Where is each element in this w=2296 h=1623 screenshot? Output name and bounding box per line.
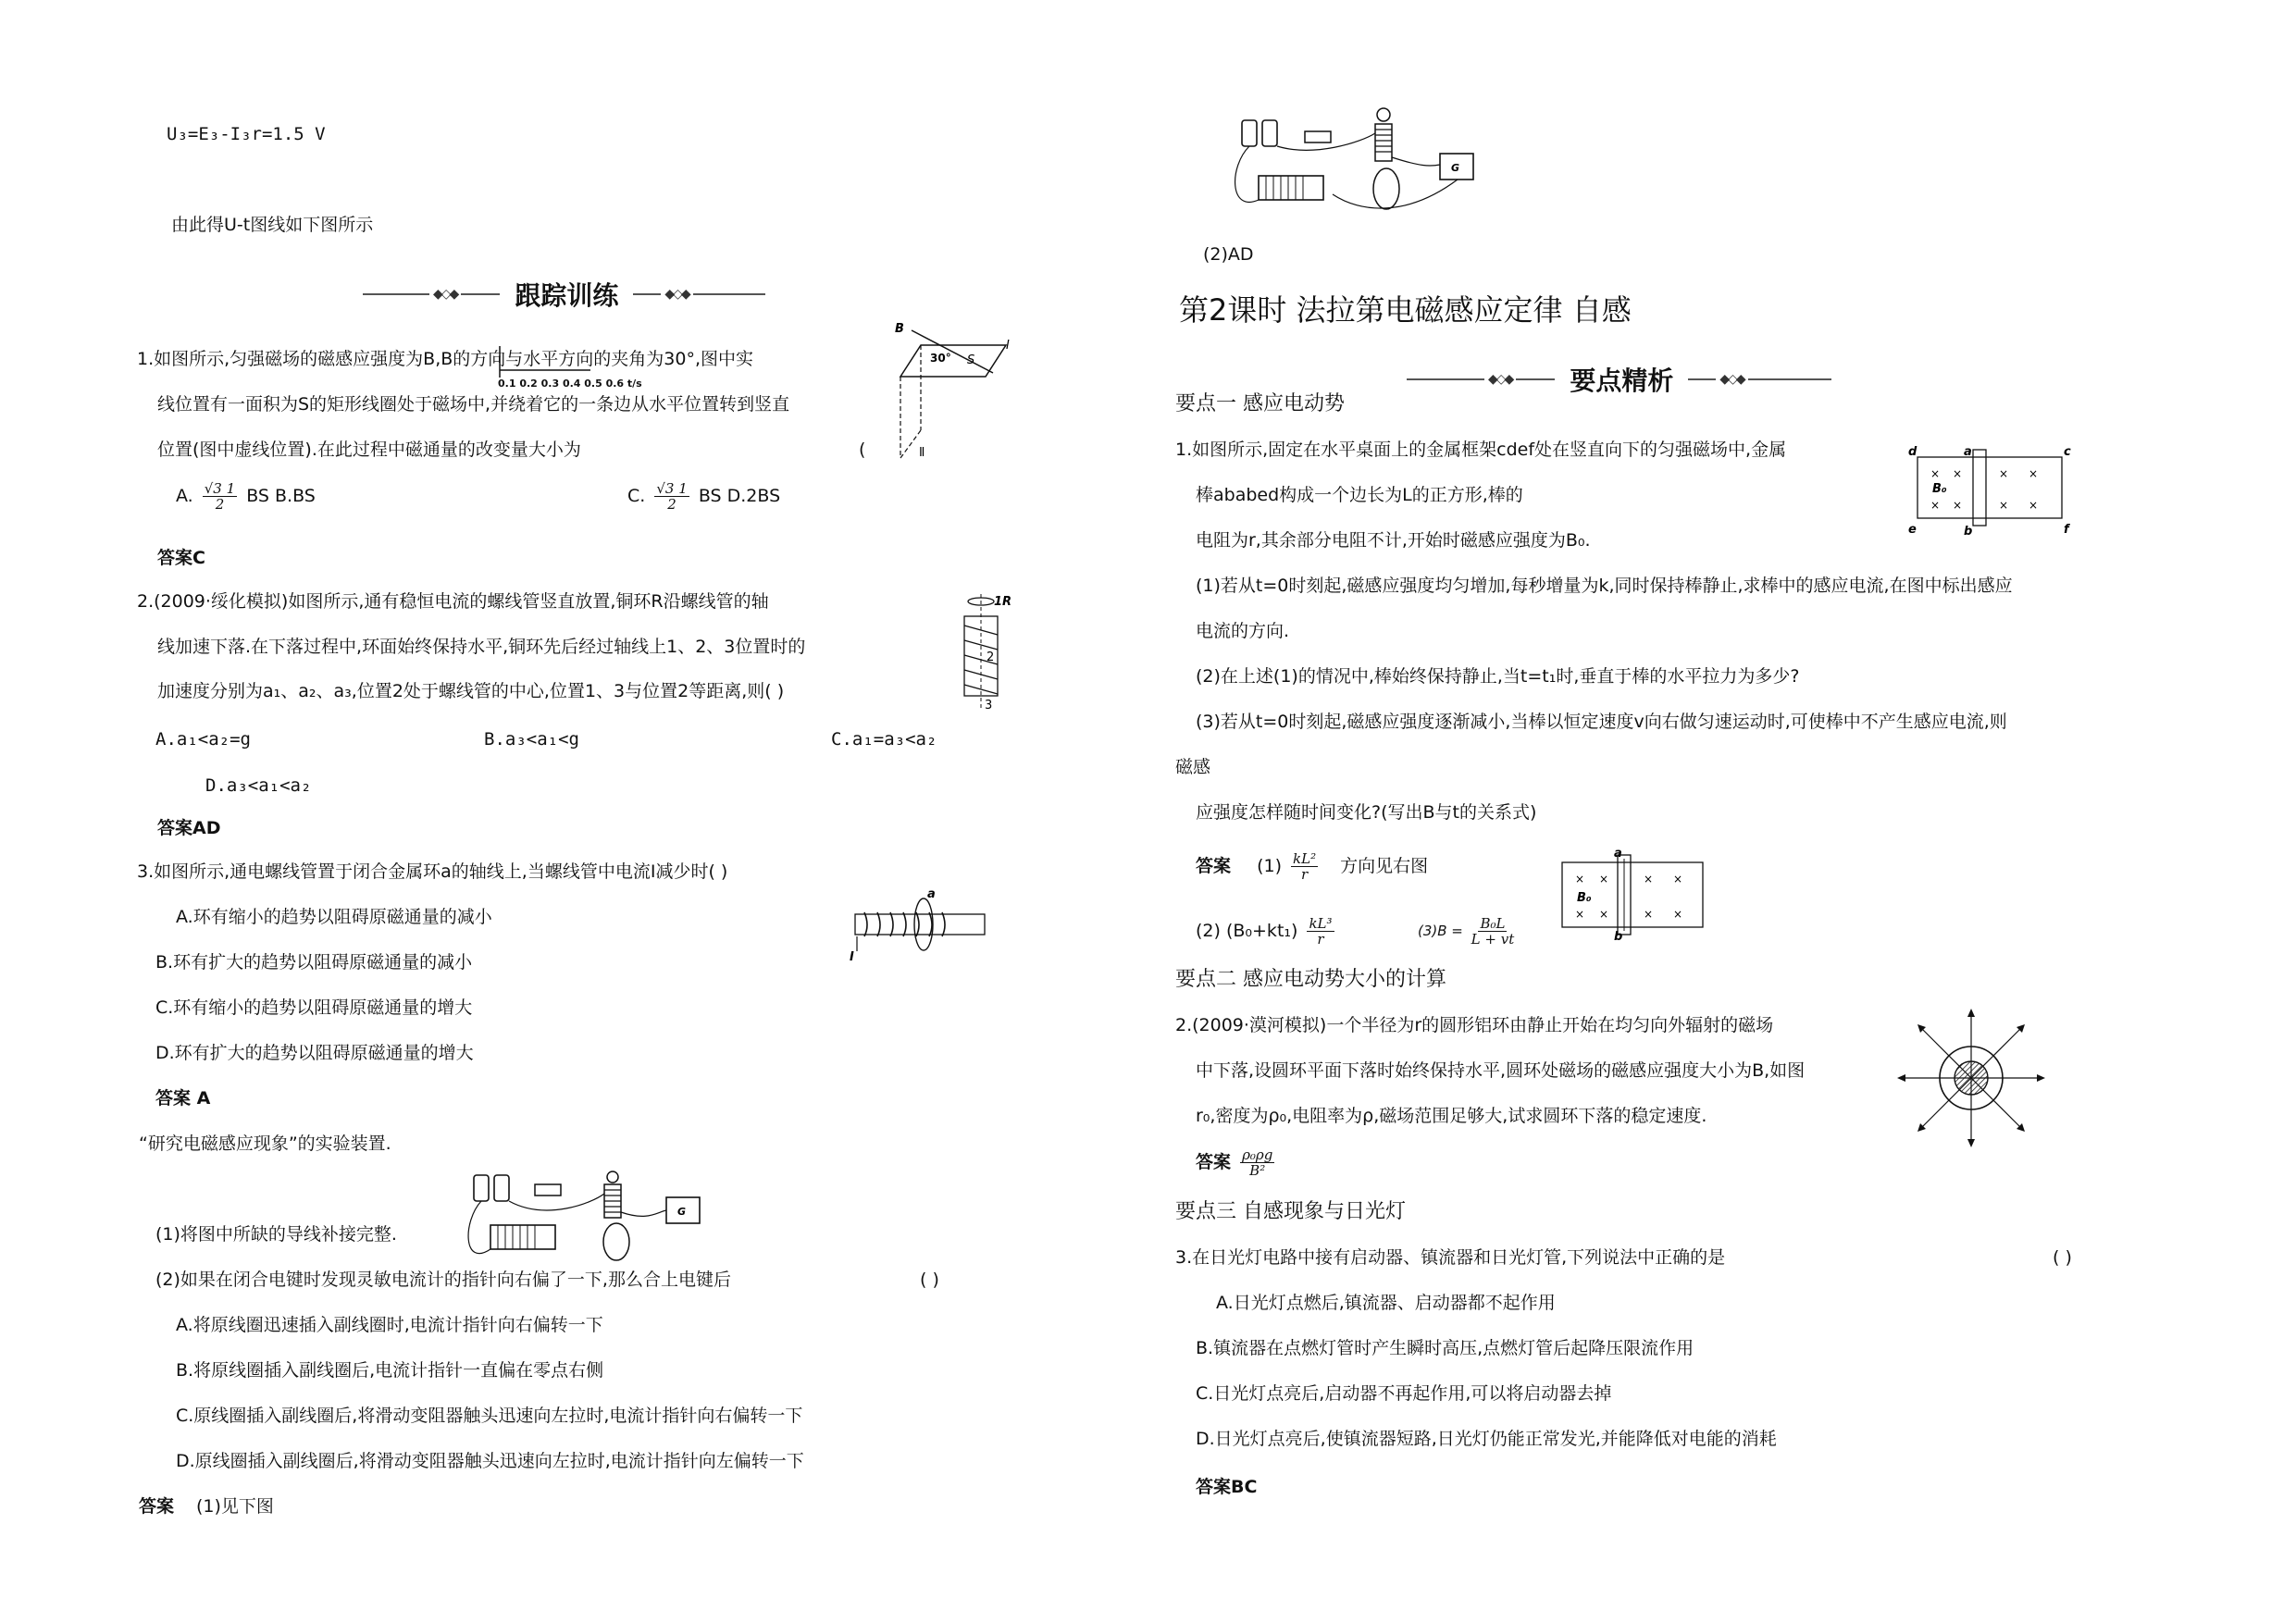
q1-option-c: C. $\frac{√3 1}{2}$ BS D.2BS xyxy=(627,480,781,513)
q2-solenoid-figure xyxy=(953,592,1018,712)
svg-text:×: × xyxy=(1953,467,1963,480)
rq1-frame-figure xyxy=(1906,444,2073,537)
point-3-heading: 要点三 自感现象与日光灯 xyxy=(1175,1200,1406,1223)
rq2-radial-field-figure xyxy=(1897,1009,2045,1147)
svg-text:×: × xyxy=(1930,499,1941,512)
rq1-part3b: 磁感 xyxy=(1175,757,1211,777)
rq1-answer-figure xyxy=(1555,848,1712,940)
q2-line3: 加速度分别为a₁、a₂、a₃,位置2处于螺线管的中心,位置1、3与位置2等距离,则( ) xyxy=(157,681,785,701)
section-header-key-points: ◆◇◆ 要点精析 ◆◇◆ xyxy=(1407,361,1831,398)
answer-ad: (2)AD xyxy=(1203,244,1254,265)
q1-option-a: A. $\frac{√3 1}{2}$ BS B.BS xyxy=(176,480,316,513)
q3-fig-i: I xyxy=(850,950,854,962)
q4-option-b: B.将原线圈插入副线圈后,电流计指针一直偏在零点右侧 xyxy=(176,1360,604,1381)
rq2-line1: 2.(2009·漠河模拟)一个半径为r的圆形铝环由静止开始在均匀向外辐射的磁场 xyxy=(1175,1015,1774,1035)
svg-text:B₀: B₀ xyxy=(1577,891,1592,905)
rq1-part1: (1)若从t=0时刻起,磁感应强度均匀增加,每秒增量为k,同时保持棒静止,求棒中的感应电流,在图中标出感应 xyxy=(1196,576,2013,596)
rq1-fig-b: b xyxy=(1964,525,1973,537)
q4-fig-g: G xyxy=(677,1206,687,1218)
q2-option-c: C.a₁=a₃<a₂ xyxy=(831,729,937,750)
q1-loop-figure xyxy=(893,319,1018,472)
svg-text:×: × xyxy=(1575,908,1585,921)
q1-axis-ticks: 0.1 0.2 0.3 0.4 0.5 0.6 t/s xyxy=(498,378,642,390)
rq1-part1b: 电流的方向. xyxy=(1196,621,1290,641)
svg-text:×: × xyxy=(1999,499,2009,512)
svg-text:×: × xyxy=(1673,908,1683,921)
rq1-part3c: 应强度怎样随时间变化?(写出B与t的关系式) xyxy=(1196,802,1537,823)
q3-option-a: A.环有缩小的趋势以阻碍原磁通量的减小 xyxy=(176,907,492,927)
rq1-fig-a: a xyxy=(1964,445,1972,459)
rq3-line1: 3.在日光灯电路中接有启动器、镇流器和日光灯管,下列说法中正确的是 xyxy=(1175,1247,1726,1268)
rq1-answer-3: (3)B = $\frac{\text{B₀L}}{L + vt}$ xyxy=(1418,915,1515,948)
q3-option-c: C.环有缩小的趋势以阻碍原磁通量的增大 xyxy=(155,997,473,1018)
svg-text:×: × xyxy=(1673,873,1683,886)
lesson-title: 第2课时 法拉第电磁感应定律 自感 xyxy=(1179,292,1632,328)
ans-fig-g: G xyxy=(1451,162,1460,174)
q1-fig-ii: Ⅱ xyxy=(919,446,925,460)
svg-text:a: a xyxy=(1614,848,1622,861)
q3-option-d: D.环有扩大的趋势以阻碍原磁通量的增大 xyxy=(155,1043,474,1063)
rq1-line2: 棒ababed构成一个边长为L的正方形,棒的 xyxy=(1196,485,1523,505)
svg-text:×: × xyxy=(1930,467,1941,480)
svg-text:×: × xyxy=(1599,873,1609,886)
q3-fig-a: a xyxy=(927,887,936,901)
answer-apparatus-figure xyxy=(1222,102,1481,222)
q2-option-a: A.a₁<a₂=g xyxy=(155,729,251,750)
point-2-heading: 要点二 感应电动势大小的计算 xyxy=(1175,968,1446,991)
q2-answer: 答案AD xyxy=(157,818,221,838)
section-title: 要点精析 xyxy=(1570,365,1674,396)
svg-text:×: × xyxy=(2029,467,2039,480)
q1-line1: 1.如图所示,匀强磁场的磁感应强度为B,B的方向与水平方向的夹角为30°,图中实 xyxy=(137,349,753,369)
q4-intro: “研究电磁感应现象”的实验装置. xyxy=(139,1134,391,1154)
rq2-line3: r₀,密度为ρ₀,电阻率为ρ,磁场范围足够大,试求圆环下落的稳定速度. xyxy=(1196,1106,1707,1126)
rq3-answer: 答案BC xyxy=(1196,1477,1258,1497)
svg-text:×: × xyxy=(1599,908,1609,921)
rq1-fig-f: f xyxy=(2064,523,2069,537)
equation-u3: U₃=E₃-I₃r=1.5 V xyxy=(167,124,326,144)
q4-option-a: A.将原线圈迅速插入副线圈时,电流计指针向右偏转一下 xyxy=(176,1315,603,1335)
section-title: 跟踪训练 xyxy=(515,280,619,311)
svg-text:×: × xyxy=(1575,873,1585,886)
q2-fig-2: 2 xyxy=(987,650,995,664)
rq1-answer-1: 答案 (1) $\frac{\text{kL²}}{r}$ 方向见右图 xyxy=(1196,850,1429,883)
q4-answer: 答案 (1)见下图 xyxy=(139,1496,274,1517)
q1-paren: ( xyxy=(859,440,866,460)
q1-line2: 线位置有一面积为S的矩形线圈处于磁场中,并绕着它的一条边从水平位置转到竖直 xyxy=(157,394,790,415)
q2-option-d: D.a₃<a₁<a₂ xyxy=(205,775,312,796)
rq1-line3: 电阻为r,其余部分电阻不计,开始时磁感应强度为B₀. xyxy=(1196,530,1591,551)
q1-answer: 答案C xyxy=(157,548,205,568)
section-header-tracking: ◆◇◆ 跟踪训练 ◆◇◆ xyxy=(363,276,765,313)
text-ut-graph: 由此得U-t图线如下图所示 xyxy=(171,215,374,235)
rq1-part3: (3)若从t=0时刻起,磁感应强度逐渐减小,当棒以恒定速度v向右做匀速运动时,可使棒中不产生感应电流,则 xyxy=(1196,712,2007,732)
right-page xyxy=(1148,0,2296,1623)
rq1-fig-c: c xyxy=(2064,445,2071,459)
rq1-part2: (2)在上述(1)的情况中,棒始终保持静止,当t=t₁时,垂直于棒的水平拉力为多少? xyxy=(1196,666,1800,687)
q2-line2: 线加速下落.在下落过程中,环面始终保持水平,铜环先后经过轴线上1、2、3位置时的 xyxy=(157,637,806,657)
rq1-fig-e: e xyxy=(1908,523,1917,537)
point-1-heading: 要点一 感应电动势 xyxy=(1175,392,1345,415)
svg-text:b: b xyxy=(1614,930,1623,940)
q3-option-b: B.环有扩大的趋势以阻碍原磁通量的减小 xyxy=(155,952,473,973)
q3-answer: 答案 A xyxy=(155,1088,211,1109)
rq3-option-c: C.日光灯点亮后,启动器不再起作用,可以将启动器去掉 xyxy=(1196,1383,1612,1404)
q4-apparatus-figure xyxy=(453,1166,703,1277)
q1-fig-s: S xyxy=(967,353,975,367)
q2-fig-1r: 1R xyxy=(994,595,1012,609)
q1-fig-i: I xyxy=(1006,339,1010,353)
q2-option-b: B.a₃<a₁<g xyxy=(484,729,579,750)
rq1-fig-d: d xyxy=(1908,445,1917,459)
svg-text:×: × xyxy=(1953,499,1963,512)
q1-fig-b: B xyxy=(895,322,904,336)
rq1-answer-2: (2) (B₀+kt₁) $\frac{\text{kL³}}{r}$ xyxy=(1196,915,1333,948)
rq1-fig-b0: B₀ xyxy=(1932,482,1947,496)
q4-part2-paren: ( ) xyxy=(920,1270,939,1290)
rq3-option-b: B.镇流器在点燃灯管时产生瞬时高压,点燃灯管后起降压限流作用 xyxy=(1196,1338,1694,1358)
q2-fig-3: 3 xyxy=(985,699,993,712)
rq3-option-d: D.日光灯点亮后,使镇流器短路,日光灯仍能正常发光,并能降低对电能的消耗 xyxy=(1196,1429,1777,1449)
q4-part2: (2)如果在闭合电键时发现灵敏电流计的指针向右偏了一下,那么合上电键后 xyxy=(155,1270,731,1290)
q4-option-d: D.原线圈插入副线圈后,将滑动变阻器触头迅速向左拉时,电流计指针向左偏转一下 xyxy=(176,1451,804,1471)
rq3-option-a: A.日光灯点燃后,镇流器、启动器都不起作用 xyxy=(1216,1293,1556,1313)
svg-text:×: × xyxy=(1644,873,1654,886)
svg-text:×: × xyxy=(1644,908,1654,921)
rq2-answer: 答案 $\frac{\text{ρ₀ρg}}{\text{B²}}$ xyxy=(1196,1146,1273,1179)
rq3-paren: ( ) xyxy=(2053,1247,2072,1268)
q4-part1: (1)将图中所缺的导线补接完整. xyxy=(155,1224,397,1245)
rq1-line1: 1.如图所示,固定在水平桌面上的金属框架cdef处在竖直向下的匀强磁场中,金属 xyxy=(1175,440,1787,460)
q3-line1: 3.如图所示,通电螺线管置于闭合金属环a的轴线上,当螺线管中电流I减少时( ) xyxy=(137,861,728,882)
q4-option-c: C.原线圈插入副线圈后,将滑动变阻器触头迅速向左拉时,电流计指针向右偏转一下 xyxy=(176,1406,803,1426)
rq2-line2: 中下落,设圆环平面下落时始终保持水平,圆环处磁场的磁感应强度大小为B,如图 xyxy=(1196,1060,1806,1081)
svg-text:×: × xyxy=(1999,467,2009,480)
q1-line3: 位置(图中虚线位置).在此过程中磁通量的改变量大小为 xyxy=(157,440,581,460)
q3-solenoid-ring-figure xyxy=(850,886,988,962)
svg-text:×: × xyxy=(2029,499,2039,512)
q1-fig-angle: 30° xyxy=(930,352,951,365)
q2-line1: 2.(2009·绥化模拟)如图所示,通有稳恒电流的螺线管竖直放置,铜环R沿螺线管的轴 xyxy=(137,591,769,612)
